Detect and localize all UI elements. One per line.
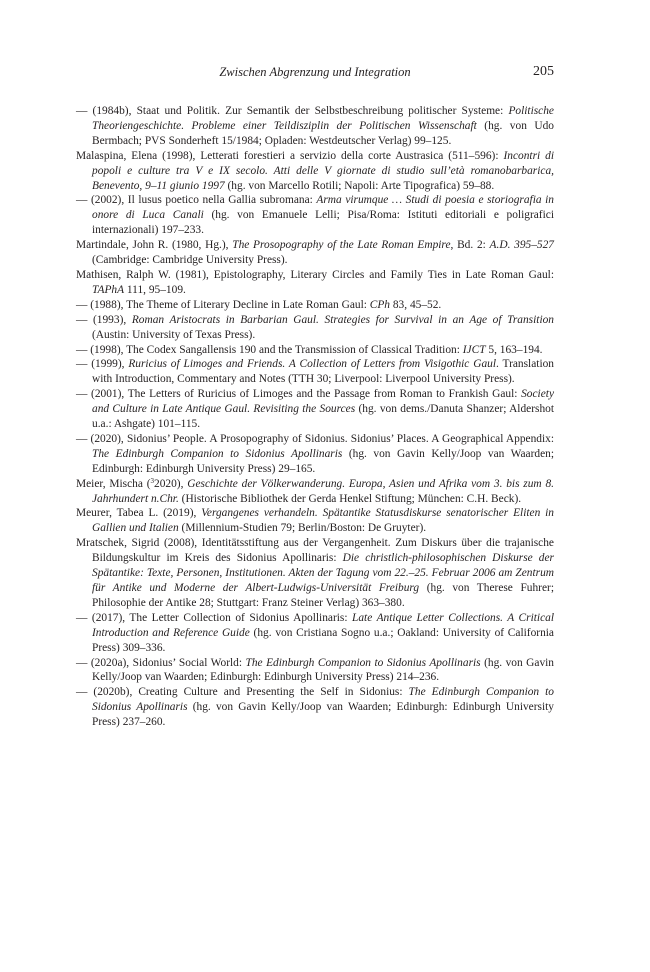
running-title: Zwischen Abgrenzung und Integration: [219, 65, 411, 79]
entry-text: Meier, Mischa (: [76, 477, 151, 490]
entry-text: — (1993),: [76, 313, 132, 326]
bibliography-entry: [76, 432, 554, 477]
entry-text: — (2017), The Letter Collection of Sidonius Apollinaris:: [76, 611, 353, 624]
entry-text: (hg. von Marcello Rotili; Napoli: Arte Tipografica) 59–88.: [224, 179, 495, 192]
bibliography-list: [76, 104, 554, 730]
entry-title-italic: Geschichte der Völkerwanderung. Europa, Asien und Afrika vom 3. bis zum 8. Jahrhundert n.Chr.: [92, 477, 554, 505]
entry-text: (hg. von dems./Danuta Shanzer; Aldershot u.a.: Ashgate) 101–115.: [92, 403, 554, 431]
entry-text: (hg. von Emanuele Lelli; Pisa/Roma: Istituti editoriali e poligrafici internazionali) 197–233.: [92, 209, 554, 237]
bibliography-entry: [76, 611, 554, 656]
entry-text: — (1984b), Staat und Politik. Zur Semantik der Selbstbeschreibung politischer Systeme:: [76, 105, 509, 117]
bibliography-entry: [76, 656, 554, 686]
entry-title-italic: Roman Aristocrats in Barbarian Gaul. Strategies for Survival in an Age of Transition: [131, 313, 554, 326]
bibliography-entry: [76, 193, 554, 238]
entry-text: — (1998), The Codex Sangallensis 190 and the Transmission of Classical Tradition:: [76, 343, 463, 356]
entry-text: — (2020b), Creating Culture and Presenting the Self in Sidonius:: [76, 686, 409, 699]
entry-title-italic: Die christlich-philosophischen Diskurse der Spätantike: Texte, Personen, Institutionen. Akten der Tagung vom 22.–25. Februar 2006 am Zentrum für Antike und Moderne der Albert-Ludwigs-Universität Freiburg: [92, 552, 554, 594]
entry-text: 111, 95–109.: [124, 283, 186, 296]
entry-text: 2020),: [154, 477, 188, 490]
entry-title-italic: A.D. 395–527: [489, 239, 554, 252]
entry-text: (hg. von Gavin Kelly/Joop van Waarden; Edinburgh: Edinburgh University Press) 214–236.: [92, 656, 554, 684]
entry-text: . Translation with Introduction, Commentary and Notes (TTH 30; Liverpool: Liverpool University Press).: [92, 358, 554, 386]
entry-text: (Cambridge: Cambridge University Press).: [92, 254, 288, 267]
entry-title-italic: Society and Culture in Late Antique Gaul. Revisiting the Sources: [92, 388, 554, 416]
entry-text: — (2020), Sidonius’ People. A Prosopography of Sidonius. Sidonius’ Places. A Geographical Appendix:: [76, 432, 554, 445]
entry-text: — (2020a), Sidonius’ Social World:: [76, 656, 246, 669]
bibliography-entry: [76, 238, 554, 268]
entry-text: Meurer, Tabea L. (2019),: [76, 507, 202, 520]
entry-text: (hg. von Gavin Kelly/Joop van Waarden; Edinburgh: Edinburgh University Press) 237–260.: [92, 701, 554, 729]
entry-text: (hg. von Therese Fuhrer; Philosophie der Antike 28; Stuttgart: Franz Steiner Verlag) 363–380.: [92, 582, 554, 609]
bibliography-entry: [76, 313, 554, 343]
entry-text: — (1988), The Theme of Literary Decline in Late Roman Gaul:: [76, 298, 370, 311]
entry-title-italic: Ruricius of Limoges and Friends. A Collection of Letters from Visigothic Gaul: [128, 358, 497, 371]
entry-title-italic: TAPhA: [92, 283, 125, 296]
entry-text: 5, 163–194.: [485, 343, 543, 356]
entry-text: 83, 45–52.: [390, 298, 442, 311]
entry-title-italic: The Edinburgh Companion to Sidonius Apollinaris: [245, 656, 481, 669]
bibliography-entry: [76, 536, 554, 611]
entry-text: (Millennium-Studien 79; Berlin/Boston: De Gruyter).: [178, 522, 427, 535]
entry-text: — (1999),: [76, 358, 129, 371]
entry-text: (hg. von Cristiana Sogno u.a.; Oakland: University of California Press) 309–336.: [92, 626, 554, 654]
entry-title-italic: CPh: [369, 298, 391, 311]
entry-title-italic: The Edinburgh Companion to Sidonius Apollinaris: [92, 686, 555, 714]
bibliography-entry: [76, 268, 554, 298]
entry-text: (Austin: University of Texas Press).: [92, 328, 256, 341]
bibliography-entry: [76, 343, 554, 358]
running-header: [76, 64, 554, 80]
entry-text: Martindale, John R. (1980, Hg.),: [76, 239, 233, 252]
edition-superscript: 3: [150, 476, 155, 485]
entry-text: (hg. von Udo Bermbach; PVS Sonderheft 15/1984; Opladen: Westdeutscher Verlag) 99–125.: [92, 119, 554, 147]
bibliography-entry: [76, 477, 554, 507]
entry-title-italic: The Prosopography of the Late Roman Empire: [232, 239, 451, 252]
entry-title-italic: Arma virumque … Studi di poesia e storiografia in onore di Luca Canali: [92, 194, 555, 222]
entry-title-italic: The Edinburgh Companion to Sidonius Apollinaris: [92, 447, 343, 460]
page-number: 205: [533, 64, 554, 79]
entry-title-italic: IJCT: [462, 343, 486, 356]
entry-title-italic: Vergangenes verhandeln. Spätantike Statusdiskurse senatorischer Eliten in Gallien und Italien: [92, 507, 554, 535]
entry-text: — (2001), The Letters of Ruricius of Limoges and the Passage from Roman to Frankish Gaul:: [76, 388, 522, 401]
entry-text: (hg. von Gavin Kelly/Joop van Waarden; Edinburgh: Edinburgh University Press) 29–165.: [92, 447, 555, 475]
bibliography-entry: [76, 298, 554, 313]
entry-text: — (2002), Il lusus poetico nella Gallia subromana:: [76, 194, 317, 207]
entry-text: Mratschek, Sigrid (2008), Identitätsstiftung aus der Vergangenheit. Zum Diskurs über die trajanische Bildungskultur im Kreis des Sidonius Apollinaris:: [76, 537, 554, 565]
entry-title-italic: Politische Theoriengeschichte. Probleme einer Teildisziplin der Politischen Wissenschaft: [92, 105, 554, 132]
entry-title-italic: Late Antique Letter Collections. A Critical Introduction and Reference Guide: [92, 611, 555, 639]
bibliography-entry: [76, 357, 554, 387]
entry-text: , Bd. 2:: [450, 239, 490, 252]
bibliography-entry: [76, 149, 554, 194]
bibliography-entry: [76, 506, 554, 536]
entry-text: Malaspina, Elena (1998), Letterati forestieri a servizio della corte Austrasica (511–596):: [76, 149, 504, 162]
bibliography-entry: [76, 104, 554, 149]
entry-text: (Historische Bibliothek der Gerda Henkel Stiftung; München: C.H. Beck).: [178, 492, 522, 505]
entry-title-italic: Incontri di popoli e culture tra V e IX secolo. Atti delle V giornate di studio sull’età romanobarbarica, Benevento, 9–11 giunio 1997: [92, 149, 554, 192]
entry-text: Mathisen, Ralph W. (1981), Epistolography, Literary Circles and Family Ties in Late Roman Gaul:: [76, 268, 554, 281]
bibliography-entry: [76, 387, 554, 432]
bibliography-entry: [76, 685, 554, 730]
